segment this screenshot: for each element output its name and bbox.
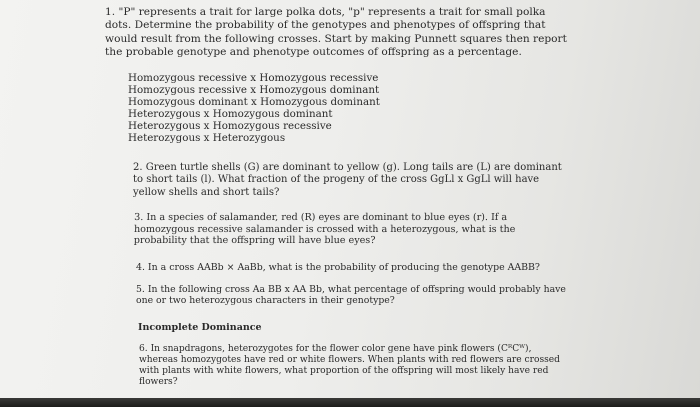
question-6-text: 6. In snapdragons, heterozygotes for the flower color gene have pink flowers (CᴿCᵂ), whereas homozygotes have red or white flowers. When plants with red flowers are crossed with plants with white flowers, what proportion of the offspring will most likely have red flowers? xyxy=(139,344,560,387)
question-2-text: 2. Green turtle shells (G) are dominant to yellow (g). Long tails are (L) are dominant to short tails (l). What fraction of the progeny of the cross GgLl x GgLl will have yellow shells and short tails? xyxy=(133,162,562,198)
cross-item: Heterozygous x Homozygous recessive xyxy=(128,119,332,132)
section-heading: Incomplete Dominance xyxy=(138,322,262,333)
cross-item: Heterozygous x Heterozygous xyxy=(128,131,286,144)
question-3-text: 3. In a species of salamander, red (R) eyes are dominant to blue eyes (r). If a homozygous recessive salamander is crossed with a heterozygous, what is the probability that the offspring will have blue eyes? xyxy=(133,212,516,247)
question-5-text: 5. In the following cross Aa BB x AA Bb, what percentage of offspring would probably have one or two heterozygous characters in their genotype? xyxy=(136,284,566,307)
cross-item: Homozygous dominant x Homozygous dominant xyxy=(128,95,380,108)
cross-list xyxy=(128,73,428,144)
question-4-text: 4. In a cross AABb × AaBb, what is the probability of producing the genotype AABB? xyxy=(136,262,540,273)
cross-item: Homozygous recessive x Homozygous dominant xyxy=(128,83,380,96)
cross-item: Heterozygous x Homozygous dominant xyxy=(128,107,333,120)
cross-item: Homozygous recessive x Homozygous recessive xyxy=(128,72,379,84)
question-1-text: 1. "P" represents a trait for large polka dots, "p" represents a trait for small polka dots. Determine the probability of the genotypes and phenotypes of offspring that would result from the following crosses. Start by making Punnett squares then report the probable genotype and phenotype outcomes of offspring as a percentage. xyxy=(105,6,567,58)
page-edge-shadow xyxy=(0,398,700,407)
